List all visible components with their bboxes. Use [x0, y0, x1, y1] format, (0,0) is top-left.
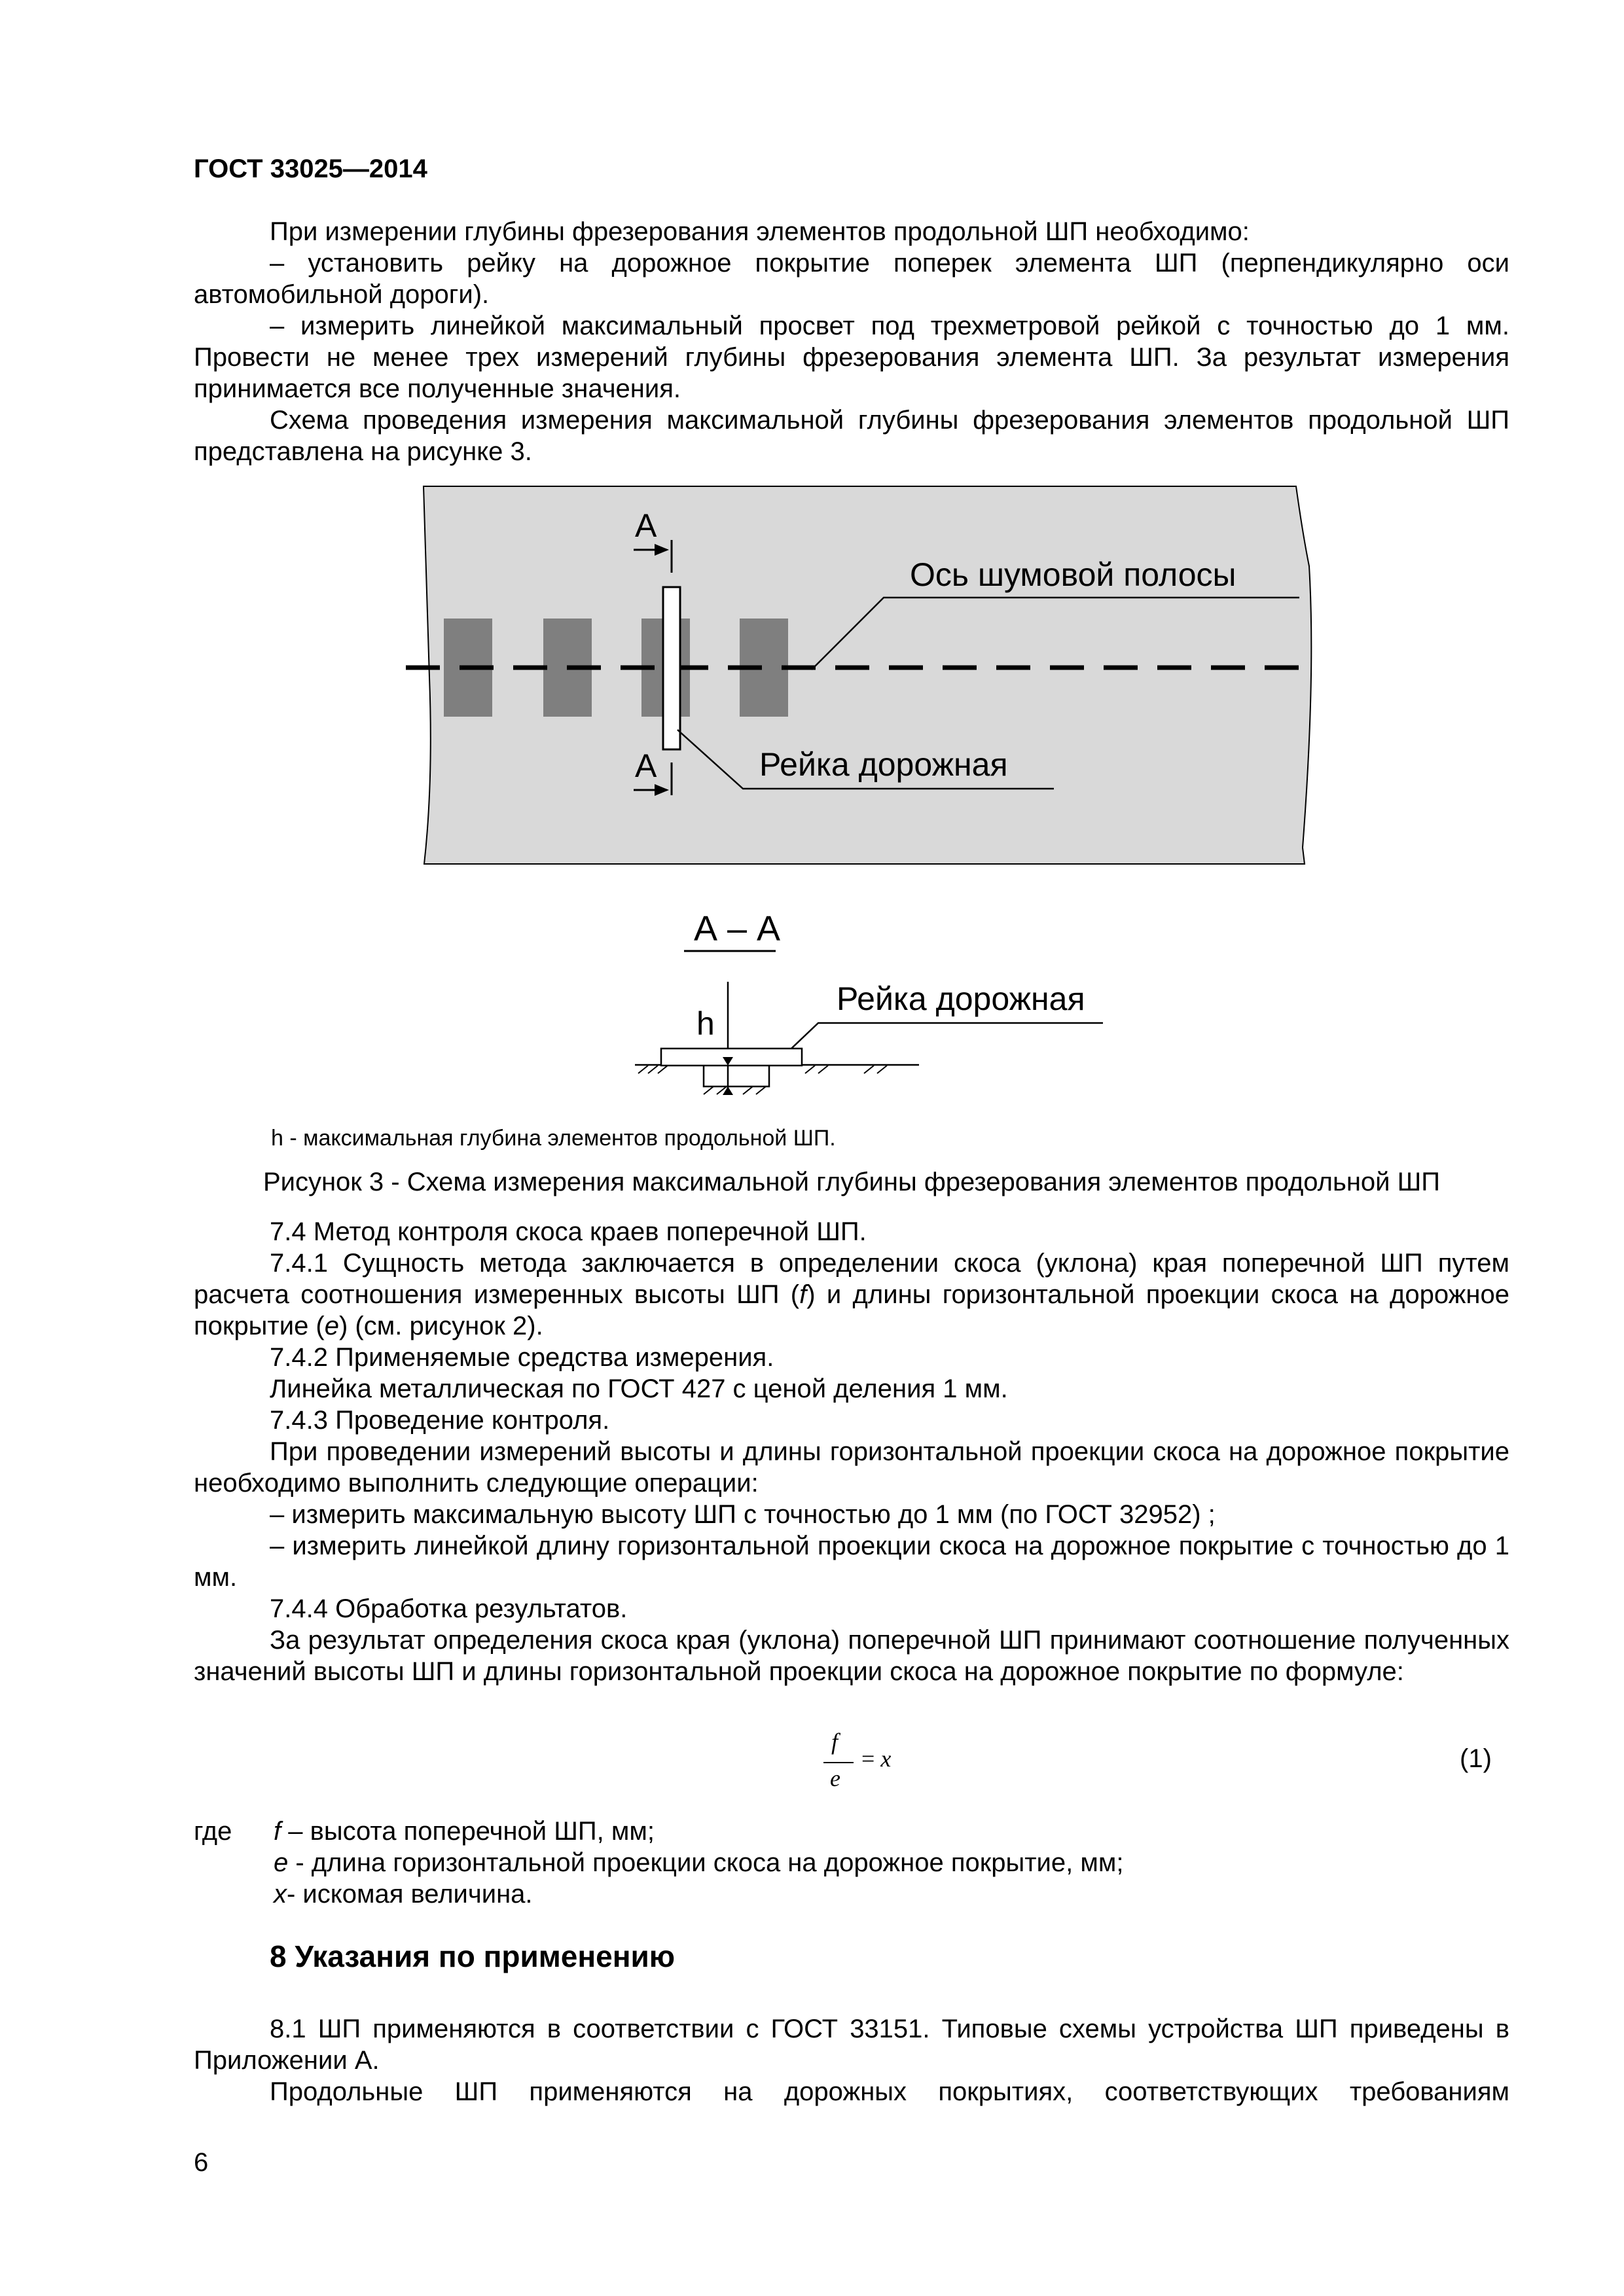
paragraph: 7.4.3 Проведение контроля.	[270, 1406, 610, 1435]
section-mark-a-top: А	[635, 507, 657, 544]
legend-line: е - длина горизонтальной проекции скоса на дорожное покрытие, мм;	[274, 1848, 1124, 1877]
paragraph: – измерить максимальную высоту ШП с точностью до 1 мм (по ГОСТ 32952) ;	[270, 1500, 1216, 1529]
formula-result: = x	[861, 1746, 892, 1772]
paragraph: 7.4.1 Сущность метода заключается в определении скоса (уклона) края поперечной ШП путем расчета соотношения измеренных высоты ШП (f) и длины горизонтальной проекции скоса на дорожное покрытие (е) (см. рисунок 2).	[194, 1249, 1509, 1340]
intro-text	[194, 216, 1509, 467]
legend-line: f – высота поперечной ШП, мм;	[274, 1817, 655, 1846]
figure-3-drawing	[386, 481, 1316, 1109]
paragraph: 7.4.4 Обработка результатов.	[270, 1594, 628, 1623]
equation-number: (1)	[1460, 1744, 1492, 1773]
section-mark-a-bottom: А	[635, 747, 657, 784]
formula-1	[818, 1728, 916, 1800]
depth-label-h: h	[696, 1005, 715, 1042]
paragraph: Схема проведения измерения максимальной глубины фрезерования элементов продольной ШП представлена на рисунке 3.	[194, 406, 1509, 466]
paragraph: – установить рейку на дорожное покрытие поперек элемента ШП (перпендикулярно оси автомобильной дороги).	[194, 249, 1509, 309]
paragraph: – измерить линейкой максимальный просвет под трехметровой рейкой с точностью до 1 мм. Провести не менее трех измерений глубины фрезерования элемента ШП. За результат измерения принимается все полученные значения.	[194, 312, 1509, 403]
section-title: А – А	[694, 909, 781, 948]
where-label: где	[194, 1817, 232, 1846]
legend-line: х- искомая величина.	[274, 1880, 533, 1909]
formula-numerator: f	[831, 1729, 839, 1755]
paragraph: 7.4.2 Применяемые средства измерения.	[270, 1343, 774, 1372]
section-rail-label: Рейка дорожная	[837, 980, 1085, 1017]
fraction-bar	[823, 1762, 854, 1763]
formula-denominator: e	[830, 1765, 840, 1791]
figure-caption: Рисунок 3 - Схема измерения максимальной глубины фрезерования элементов продольной ШП	[262, 1168, 1441, 1196]
paragraph: Продольные ШП применяются на дорожных покрытиях, соответствующих требованиям	[270, 2077, 1509, 2106]
section8-text	[194, 2013, 1509, 2108]
figure-3	[386, 481, 1316, 1109]
paragraph: 7.4 Метод контроля скоса краев поперечной ШП.	[270, 1217, 867, 1246]
figure-note: h - максимальная глубина элементов продольной ШП.	[271, 1126, 836, 1151]
section-heading: 8 Указания по применению	[270, 1939, 676, 1973]
paragraph: Линейка металлическая по ГОСТ 427 с ценой деления 1 мм.	[270, 1374, 1008, 1403]
rail-label: Рейка дорожная	[759, 746, 1008, 783]
paragraph: – измерить линейкой длину горизонтальной проекции скоса на дорожное покрытие с точностью до 1 мм.	[194, 1532, 1509, 1592]
document-header: ГОСТ 33025—2014	[194, 154, 427, 183]
paragraph: При измерении глубины фрезерования элементов продольной ШП необходимо:	[270, 217, 1250, 246]
axis-label: Ось шумовой полосы	[910, 556, 1236, 593]
page-number: 6	[194, 2148, 209, 2177]
paragraph: При проведении измерений высоты и длины горизонтальной проекции скоса на дорожное покрытие необходимо выполнить следующие операции:	[194, 1437, 1509, 1498]
road-rail	[663, 587, 680, 749]
method-text	[194, 1216, 1509, 1687]
paragraph: 8.1 ШП применяются в соответствии с ГОСТ 33151. Типовые схемы устройства ШП приведены в Приложении А.	[194, 2015, 1509, 2075]
paragraph: За результат определения скоса края (уклона) поперечной ШП принимают соотношение полученных значений высоты ШП и длины горизонтальной проекции скоса на дорожное покрытие по формуле:	[194, 1626, 1509, 1686]
